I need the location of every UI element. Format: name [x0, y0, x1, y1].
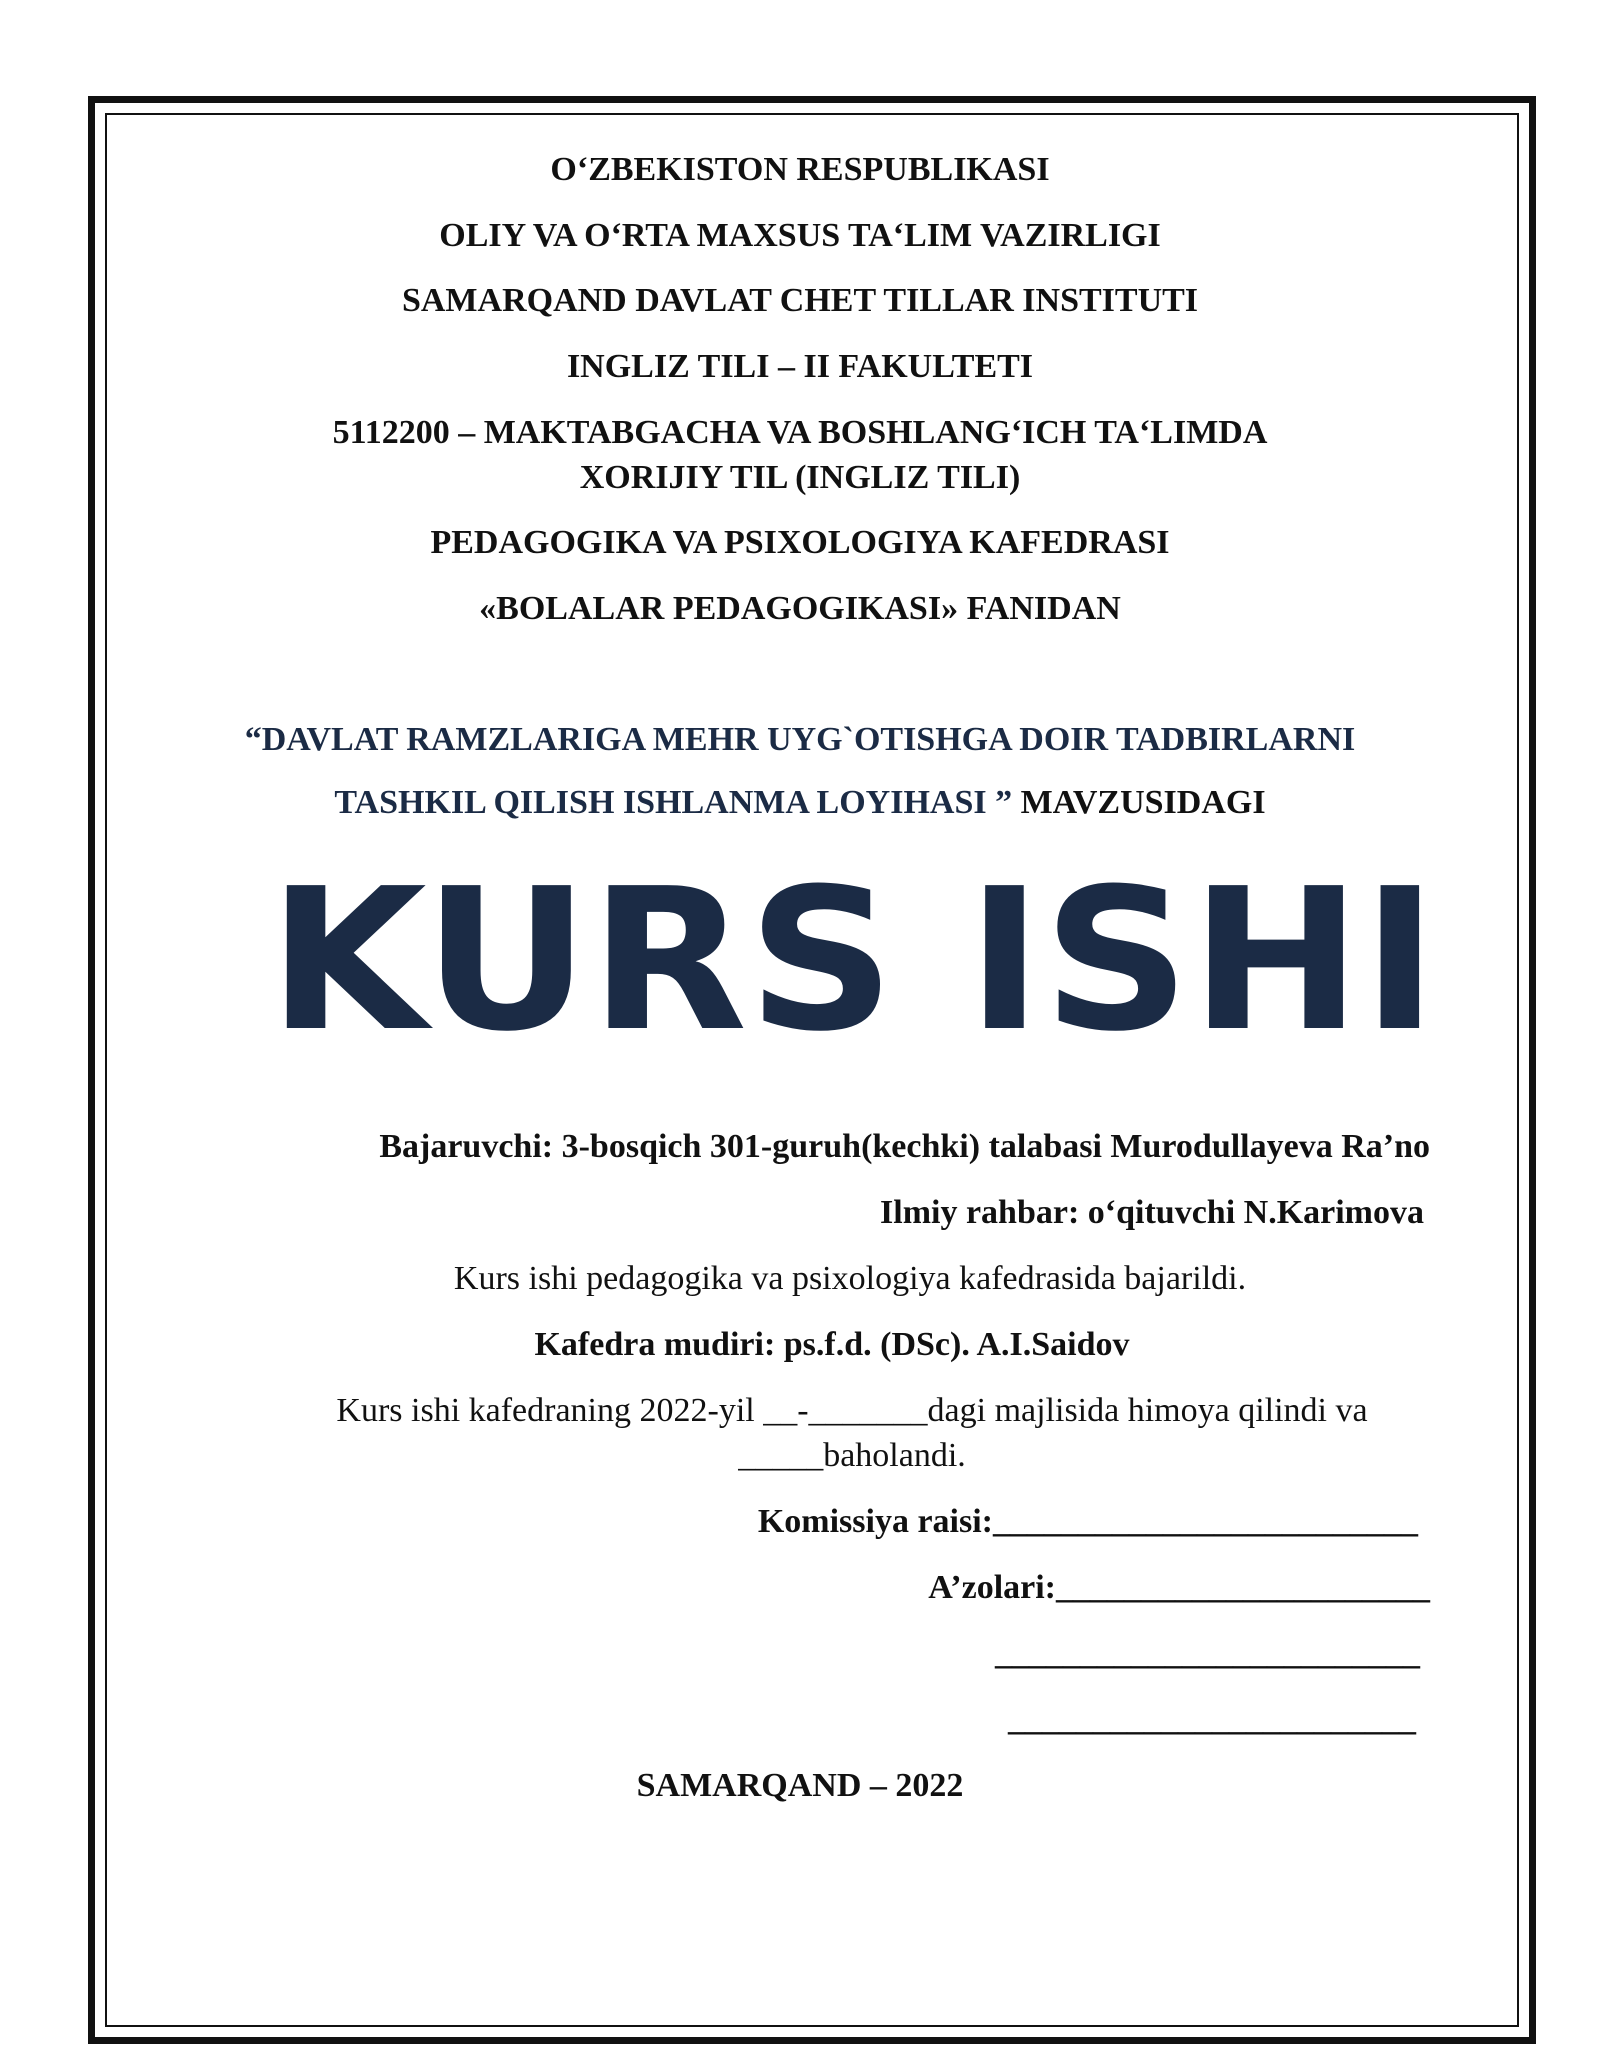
commission-members-line: A’zolari:______________________	[928, 1569, 1430, 1606]
subject-name: «BOLALAR PEDAGOGIKASI» FANIDAN	[479, 590, 1121, 627]
country-name: O‘ZBEKISTON RESPUBLIKASI	[550, 151, 1050, 188]
topic-line-2	[0, 783, 1600, 823]
topic-line-2-title: TASHKIL QILISH ISHLANMA LOYIHASI ”	[334, 784, 1013, 821]
defense-line-2: _____baholandi.	[738, 1437, 966, 1474]
topic-line-1: “DAVLAT RAMZLARIGA MEHR UYG`OTISHGA DOIR TADBIRLARNI	[244, 721, 1356, 758]
institute-name: SAMARQAND DAVLAT CHET TILLAR INSTITUTI	[401, 282, 1199, 319]
defense-line-1: Kurs ishi kafedraning 2022-yil __-_______dagi majlisida himoya qilindi va	[336, 1392, 1368, 1429]
commission-chair-line: Komissiya raisi:_________________________	[757, 1503, 1418, 1540]
specialty-line-1: 5112200 – MAKTABGACHA VA BOSHLANG‘ICH TA‘LIMDA	[332, 414, 1268, 451]
supervisor-line: Ilmiy rahbar: o‘qituvchi N.Karimova	[880, 1194, 1424, 1231]
commission-blank-line-2: ________________________	[1008, 1701, 1416, 1738]
ministry-name: OLIY VA O‘RTA MAXSUS TA‘LIM VAZIRLIGI	[439, 217, 1161, 254]
head-of-department-line: Kafedra mudiri: ps.f.d. (DSc). A.I.Saidov	[534, 1326, 1130, 1363]
specialty-line-2: XORIJIY TIL (INGLIZ TILI)	[579, 459, 1021, 496]
work-type-title-text: KURS ISHI	[268, 868, 1438, 1046]
commission-blank-line-1: _________________________	[995, 1635, 1420, 1672]
page-border-outer	[88, 96, 1536, 2044]
performer-line: Bajaruvchi: 3-bosqich 301-guruh(kechki) talabasi Murodullayeva Ra’no	[379, 1128, 1430, 1165]
completed-note-line: Kurs ishi pedagogika va psixologiya kafedrasida bajarildi.	[453, 1260, 1247, 1297]
faculty-name: INGLIZ TILI – II FAKULTETI	[566, 348, 1034, 385]
work-type-title	[262, 868, 1444, 1046]
work-type-title-graphic	[262, 868, 1444, 1046]
city-year: SAMARQAND – 2022	[636, 1767, 964, 1804]
department-name: PEDAGOGIKA VA PSIXOLOGIYA KAFEDRASI	[430, 524, 1170, 561]
topic-line-2-suffix: MAVZUSIDAGI	[1012, 784, 1266, 821]
